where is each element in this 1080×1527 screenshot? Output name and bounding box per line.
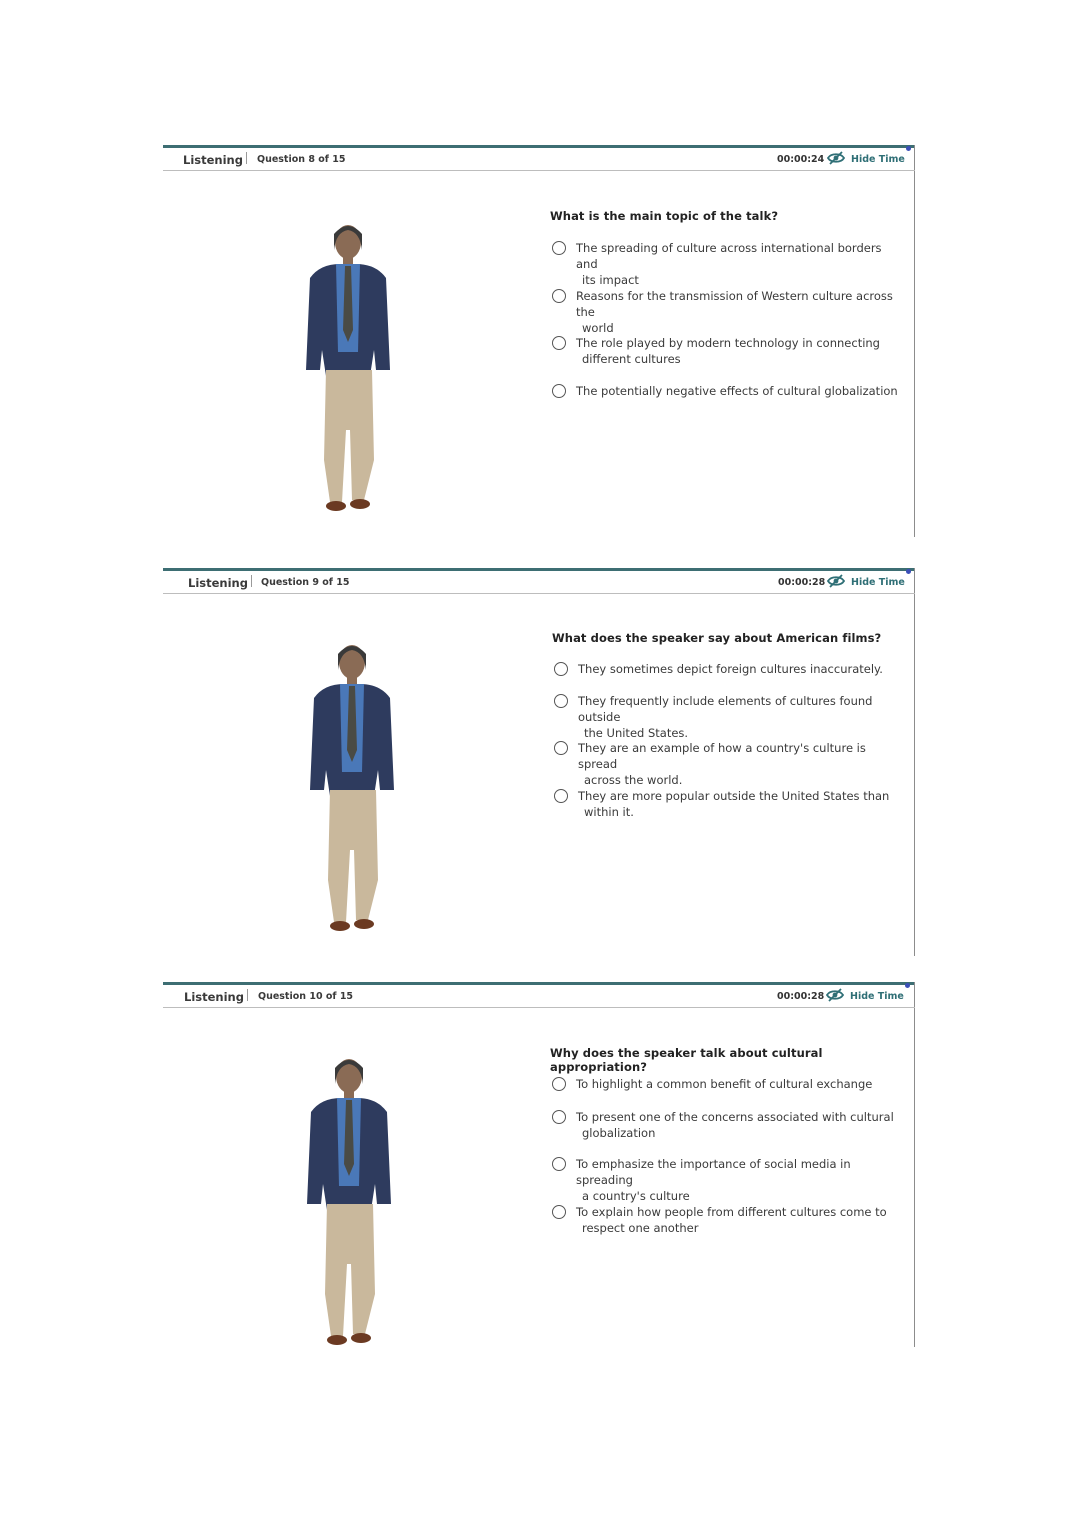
- test-header: [163, 571, 915, 594]
- radio-button[interactable]: [554, 741, 568, 755]
- hide-time-button[interactable]: Hide Time: [851, 577, 905, 588]
- option-text-continued: across the world.: [584, 773, 683, 787]
- option-text: To emphasize the importance of social media in spreading: [576, 1157, 851, 1187]
- option-text-continued: within it.: [584, 805, 634, 819]
- option-text-continued: its impact: [582, 273, 639, 287]
- option-text-continued: globalization: [582, 1126, 656, 1140]
- notification-dot: [905, 983, 910, 988]
- option-text: The potentially negative effects of cultural globalization: [576, 384, 898, 398]
- radio-button[interactable]: [552, 1157, 566, 1171]
- option-text: They sometimes depict foreign cultures inaccurately.: [578, 662, 883, 676]
- section-title: Listening: [184, 990, 244, 1004]
- header-divider: [247, 989, 248, 1001]
- radio-button[interactable]: [552, 1077, 566, 1091]
- section-title: Listening: [188, 576, 248, 590]
- radio-button[interactable]: [552, 336, 566, 350]
- question-counter: Question 8 of 15: [257, 154, 346, 165]
- radio-button[interactable]: [552, 1110, 566, 1124]
- radio-button[interactable]: [552, 289, 566, 303]
- option-text: To highlight a common benefit of cultural exchange: [576, 1077, 873, 1091]
- speaker-image: [291, 1054, 411, 1354]
- question-panel-10: [163, 982, 915, 1347]
- option-text-continued: the United States.: [584, 726, 689, 740]
- panel-border: [914, 568, 915, 956]
- radio-button[interactable]: [554, 789, 568, 803]
- test-header: [163, 148, 915, 171]
- option-text: They are an example of how a country's culture is spread: [578, 741, 866, 771]
- test-header: [163, 985, 915, 1008]
- radio-button[interactable]: [552, 241, 566, 255]
- notification-dot: [906, 146, 911, 151]
- hide-time-button[interactable]: Hide Time: [850, 991, 904, 1002]
- eye-slash-icon[interactable]: [827, 151, 845, 165]
- option-text: To present one of the concerns associated with cultural: [576, 1110, 894, 1124]
- speaker-image: [294, 640, 414, 940]
- question-counter: Question 10 of 15: [258, 991, 354, 1002]
- eye-slash-icon[interactable]: [827, 574, 845, 588]
- notification-dot: [906, 569, 911, 574]
- question-text: What is the main topic of the talk?: [550, 209, 779, 223]
- timer: 00:00:28: [778, 577, 826, 588]
- panel-border: [914, 982, 915, 1347]
- option-text-continued: world: [582, 321, 614, 335]
- header-divider: [246, 152, 247, 164]
- section-title: Listening: [183, 153, 243, 167]
- question-panel-8: [163, 145, 915, 537]
- radio-button[interactable]: [554, 694, 568, 708]
- option-text: The spreading of culture across international borders and: [576, 241, 882, 271]
- radio-button[interactable]: [554, 662, 568, 676]
- option-text-continued: respect one another: [582, 1221, 699, 1235]
- panel-border: [914, 145, 915, 537]
- option-text: To explain how people from different cultures come to: [576, 1205, 887, 1219]
- speaker-image: [290, 220, 410, 520]
- question-text: Why does the speaker talk about cultural appropriation?: [550, 1046, 823, 1074]
- question-counter: Question 9 of 15: [261, 577, 350, 588]
- eye-slash-icon[interactable]: [826, 988, 844, 1002]
- option-text: They frequently include elements of cultures found outside: [578, 694, 873, 724]
- option-text-continued: different cultures: [582, 352, 681, 366]
- radio-button[interactable]: [552, 1205, 566, 1219]
- timer: 00:00:24: [777, 154, 825, 165]
- question-text: What does the speaker say about American films?: [552, 631, 882, 645]
- timer: 00:00:28: [777, 991, 825, 1002]
- option-text: The role played by modern technology in connecting: [576, 336, 880, 350]
- radio-button[interactable]: [552, 384, 566, 398]
- question-panel-9: [163, 568, 915, 956]
- option-text: Reasons for the transmission of Western culture across the: [576, 289, 893, 319]
- option-text-continued: a country's culture: [582, 1189, 690, 1203]
- header-divider: [251, 575, 252, 587]
- option-text: They are more popular outside the United States than: [578, 789, 890, 803]
- hide-time-button[interactable]: Hide Time: [851, 154, 905, 165]
